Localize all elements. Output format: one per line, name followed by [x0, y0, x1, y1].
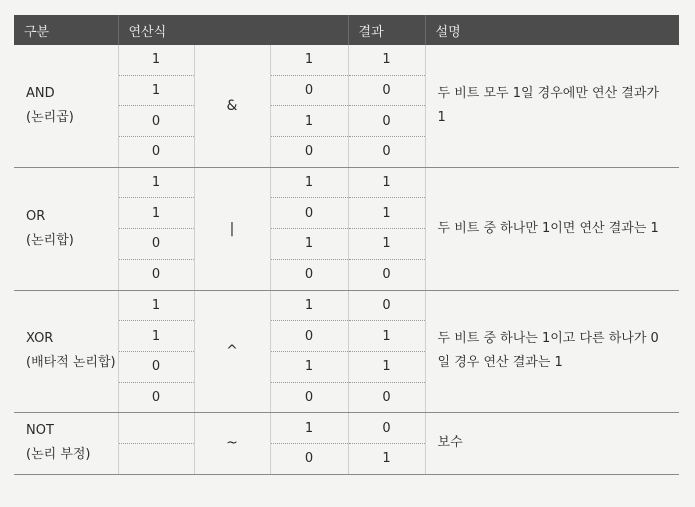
operand-a: 0 — [118, 106, 194, 137]
category-name: AND — [26, 85, 55, 101]
header-expression: 연산식 — [118, 15, 348, 45]
category-name: NOT — [26, 423, 54, 439]
operand-b: 1 — [270, 290, 348, 321]
category-cell — [14, 413, 118, 474]
result-value: 1 — [348, 167, 425, 198]
operand-b: 1 — [270, 167, 348, 198]
operand-a: 0 — [118, 351, 194, 382]
operand-b: 0 — [270, 75, 348, 106]
result-value: 1 — [348, 443, 425, 474]
description-text: 두 비트 중 하나만 1이면 연산 결과는 1 — [425, 167, 679, 290]
description-text: 두 비트 중 하나는 1이고 다른 하나가 0일 경우 연산 결과는 1 — [425, 290, 679, 413]
operand-b: 0 — [270, 198, 348, 229]
description-text: 보수 — [425, 413, 679, 474]
operand-a — [118, 413, 194, 444]
result-value: 0 — [348, 75, 425, 106]
operand-a: 0 — [118, 137, 194, 168]
table-row — [14, 45, 679, 75]
result-value: 1 — [348, 198, 425, 229]
category-name: XOR — [26, 331, 54, 347]
operand-b: 1 — [270, 229, 348, 260]
category-subname: (논리합) — [26, 232, 74, 248]
result-value: 1 — [348, 229, 425, 260]
bitwise-operator-table — [14, 15, 679, 475]
category-subname: (배타적 논리합) — [26, 355, 116, 371]
operand-a: 1 — [118, 290, 194, 321]
operator-symbol: | — [194, 167, 270, 290]
operand-b: 1 — [270, 106, 348, 137]
result-value: 1 — [348, 45, 425, 75]
result-value: 0 — [348, 413, 425, 444]
operand-b: 0 — [270, 321, 348, 352]
table-row — [14, 290, 679, 321]
operand-a: 1 — [118, 167, 194, 198]
operand-b: 0 — [270, 137, 348, 168]
operator-symbol: ^ — [194, 290, 270, 413]
operand-a: 0 — [118, 229, 194, 260]
header-result: 결과 — [348, 15, 425, 45]
result-value: 0 — [348, 259, 425, 290]
operator-symbol: ~ — [194, 413, 270, 474]
operand-b: 0 — [270, 443, 348, 474]
operand-b: 1 — [270, 351, 348, 382]
description-text: 두 비트 모두 1일 경우에만 연산 결과가 1 — [425, 45, 679, 167]
category-subname: (논리곱) — [26, 109, 74, 125]
category-name: OR — [26, 208, 46, 224]
category-cell — [14, 45, 118, 167]
table-row — [14, 413, 679, 444]
category-cell — [14, 290, 118, 413]
operand-a: 0 — [118, 382, 194, 413]
category-cell — [14, 167, 118, 290]
operand-b: 1 — [270, 45, 348, 75]
table-header-row — [14, 15, 679, 45]
operand-a: 1 — [118, 75, 194, 106]
result-value: 1 — [348, 351, 425, 382]
header-category: 구분 — [14, 15, 118, 45]
header-description: 설명 — [425, 15, 679, 45]
result-value: 1 — [348, 321, 425, 352]
operator-symbol: & — [194, 45, 270, 167]
result-value: 0 — [348, 382, 425, 413]
table-row — [14, 167, 679, 198]
result-value: 0 — [348, 290, 425, 321]
operand-a: 1 — [118, 45, 194, 75]
operand-b: 1 — [270, 413, 348, 444]
operand-b: 0 — [270, 259, 348, 290]
operand-b: 0 — [270, 382, 348, 413]
result-value: 0 — [348, 106, 425, 137]
result-value: 0 — [348, 137, 425, 168]
operand-a: 1 — [118, 198, 194, 229]
category-subname: (논리 부정) — [26, 447, 91, 463]
operand-a: 1 — [118, 321, 194, 352]
operand-a — [118, 443, 194, 474]
operand-a: 0 — [118, 259, 194, 290]
bitwise-operator-table-container — [14, 15, 679, 475]
